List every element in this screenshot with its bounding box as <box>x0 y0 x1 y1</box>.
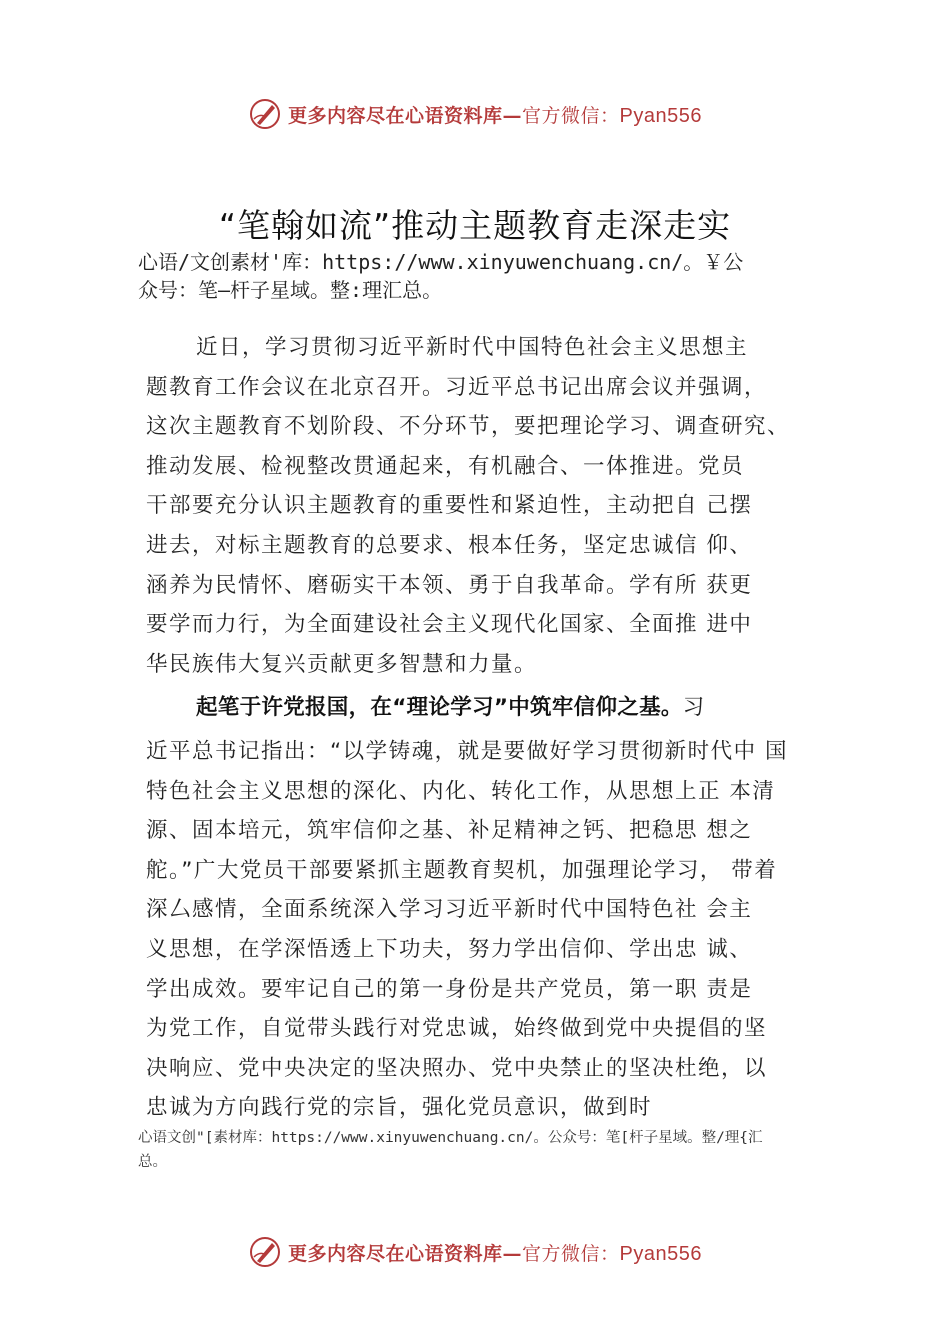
footnote-line: 心语文创"[素材库：https://www.xinyuwenchuang.cn/。公众号：笔[杆子星域。整/理{汇 <box>138 1130 763 1146</box>
paragraph-line: 特色社会主义思想的深化、内化、转化工作，从思想上正 本清 <box>146 778 776 804</box>
source-line: 众号：笔—杆子星域。整:理汇总。 <box>138 278 443 302</box>
paragraph-line: 忠诚为方向践行党的宗旨，强化党员意识，做到时 <box>146 1095 653 1121</box>
quill-seal-icon <box>248 1235 282 1269</box>
article-body <box>146 328 846 1128</box>
banner-text: 更多内容尽在心语资料库—官方微信：Pyan556 <box>288 1242 702 1265</box>
paragraph-line: 这次主题教育不划阶段、不分环节，要把理论学习、调查研究、 <box>146 414 791 440</box>
paragraph-line: 涵养为民情怀、磨砺实干本领、勇于自我革命。学有所 获更 <box>146 572 753 598</box>
paragraph-line: 为党工作，自觉带头践行对党忠诚，始终做到党中央提倡的坚 <box>146 1016 768 1042</box>
paragraph-line: 决响应、党中央决定的坚决照办、党中央禁止的坚决杜绝，以 <box>146 1055 768 1081</box>
paragraph-line: 舵。”广大党员干部要紧抓主题教育契机，加强理论学习， 带着 <box>146 857 778 883</box>
footnote <box>138 1126 838 1174</box>
top-banner <box>0 94 950 134</box>
source-note <box>138 248 838 304</box>
paragraph-line: 推动发展、检视整改贯通起来，有机融合、一体推进。党员 <box>146 453 745 479</box>
section-heading-tail: 习 <box>682 695 706 721</box>
quill-seal-icon <box>248 97 282 131</box>
paragraph-line: 近平总书记指出：“以学铸魂，就是要做好学习贯彻新时代中 国 <box>146 738 788 764</box>
source-line: 心语/文创素材'库：https://www.xinyuwenchuang.cn/。￥公 <box>138 250 744 274</box>
paragraph-line: 题教育工作会议在北京召开。习近平总书记出席会议并强调， <box>146 374 768 400</box>
document-title: “笔翰如流”推动主题教育走深走实 <box>218 206 732 245</box>
section-heading: 起笔于许党报国，在“理论学习”中筑牢信仰之基。 <box>196 695 683 721</box>
paragraph-line: 要学而力行，为全面建设社会主义现代化国家、全面推 进中 <box>146 612 753 638</box>
paragraph-line: 源、固本培元，筑牢信仰之基、补足精神之钙、把稳思 想之 <box>146 818 753 844</box>
paragraph-line: 进去，对标主题教育的总要求、根本任务，坚定忠诚信 仰、 <box>146 532 753 558</box>
paragraph-line: 深厶感情，全面系统深入学习习近平新时代中国特色社 会主 <box>146 897 753 923</box>
paragraph-line: 华民族伟大复兴贡献更多智慧和力量。 <box>146 651 538 677</box>
paragraph-line: 近日，学习贯彻习近平新时代中国特色社会主义思想主 <box>196 335 749 360</box>
paragraph-line: 学出成效。要牢记自己的第一身份是共产党员，第一职 责是 <box>146 976 753 1002</box>
bottom-banner <box>0 1232 950 1272</box>
banner-text: 更多内容尽在心语资料库—官方微信：Pyan556 <box>288 104 702 127</box>
paragraph-line: 义思想，在学深悟透上下功夫，努力学出信仰、学出忠 诚、 <box>146 936 753 962</box>
footnote-line: 总。 <box>138 1154 167 1170</box>
section-heading-line <box>146 688 846 728</box>
paragraph-line: 干部要充分认识主题教育的重要性和紧迫性，主动把自 己摆 <box>146 493 753 519</box>
